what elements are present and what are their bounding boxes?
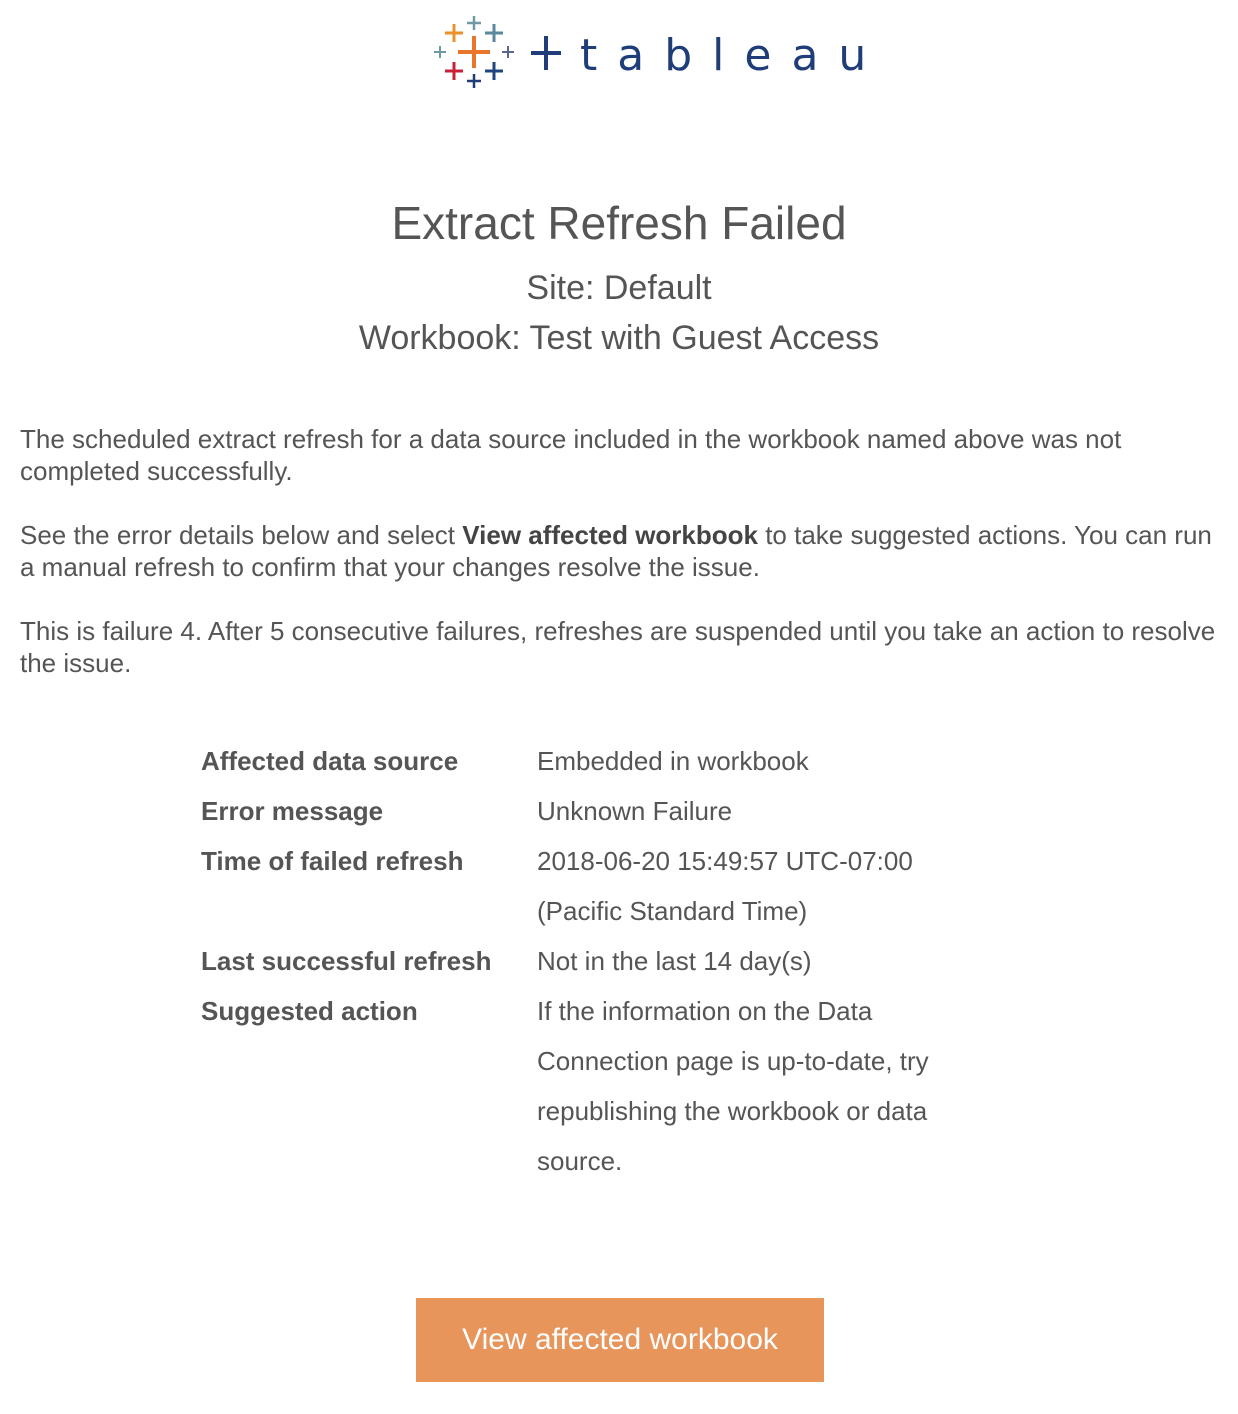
detail-value: Not in the last 14 day(s) — [537, 946, 812, 976]
workbook-name: Workbook: Test with Guest Access — [358, 319, 880, 357]
intro-paragraph: The scheduled extract refresh for a data source included in the workbook named above was not completed successfully. — [20, 424, 1122, 486]
instructions-bold-link-text: View affected workbook — [462, 520, 758, 550]
view-affected-workbook-button[interactable]: View affected workbook — [416, 1298, 824, 1382]
table-row — [201, 836, 977, 936]
logo-wordmark: tableau — [580, 30, 887, 81]
table-row — [201, 936, 977, 986]
detail-label: Affected data source — [201, 746, 459, 776]
instructions-text-start: See the error details below and select — [20, 520, 463, 550]
instructions-text-end: to take suggested actions. You can run a manual refresh to confirm that your changes resolve the issue. — [20, 520, 1212, 582]
table-row — [201, 786, 977, 836]
detail-value: Unknown Failure — [537, 796, 733, 826]
detail-value: Embedded in workbook — [537, 746, 809, 776]
detail-value: 2018-06-20 15:49:57 UTC-07:00 (Pacific Standard Time) — [537, 846, 913, 926]
detail-label: Last successful refresh — [201, 946, 492, 976]
failure-count-paragraph: This is failure 4. After 5 consecutive failures, refreshes are suspended until you take an action to resolve the issue. — [20, 616, 1216, 678]
detail-label: Time of failed refresh — [201, 846, 464, 876]
table-row — [201, 736, 977, 786]
detail-label: Suggested action — [201, 996, 418, 1026]
page-title: Extract Refresh Failed — [391, 197, 847, 249]
instructions-paragraph — [20, 519, 1220, 583]
tableau-logo — [432, 12, 887, 92]
detail-value: If the information on the Data Connection page is up-to-date, try republishing the workbook or data source. — [537, 996, 929, 1176]
details-table — [201, 736, 977, 1186]
site-name: Site: Default — [526, 269, 712, 307]
table-row — [201, 986, 977, 1186]
tableau-cross-icon — [432, 12, 887, 92]
detail-label: Error message — [201, 796, 384, 826]
